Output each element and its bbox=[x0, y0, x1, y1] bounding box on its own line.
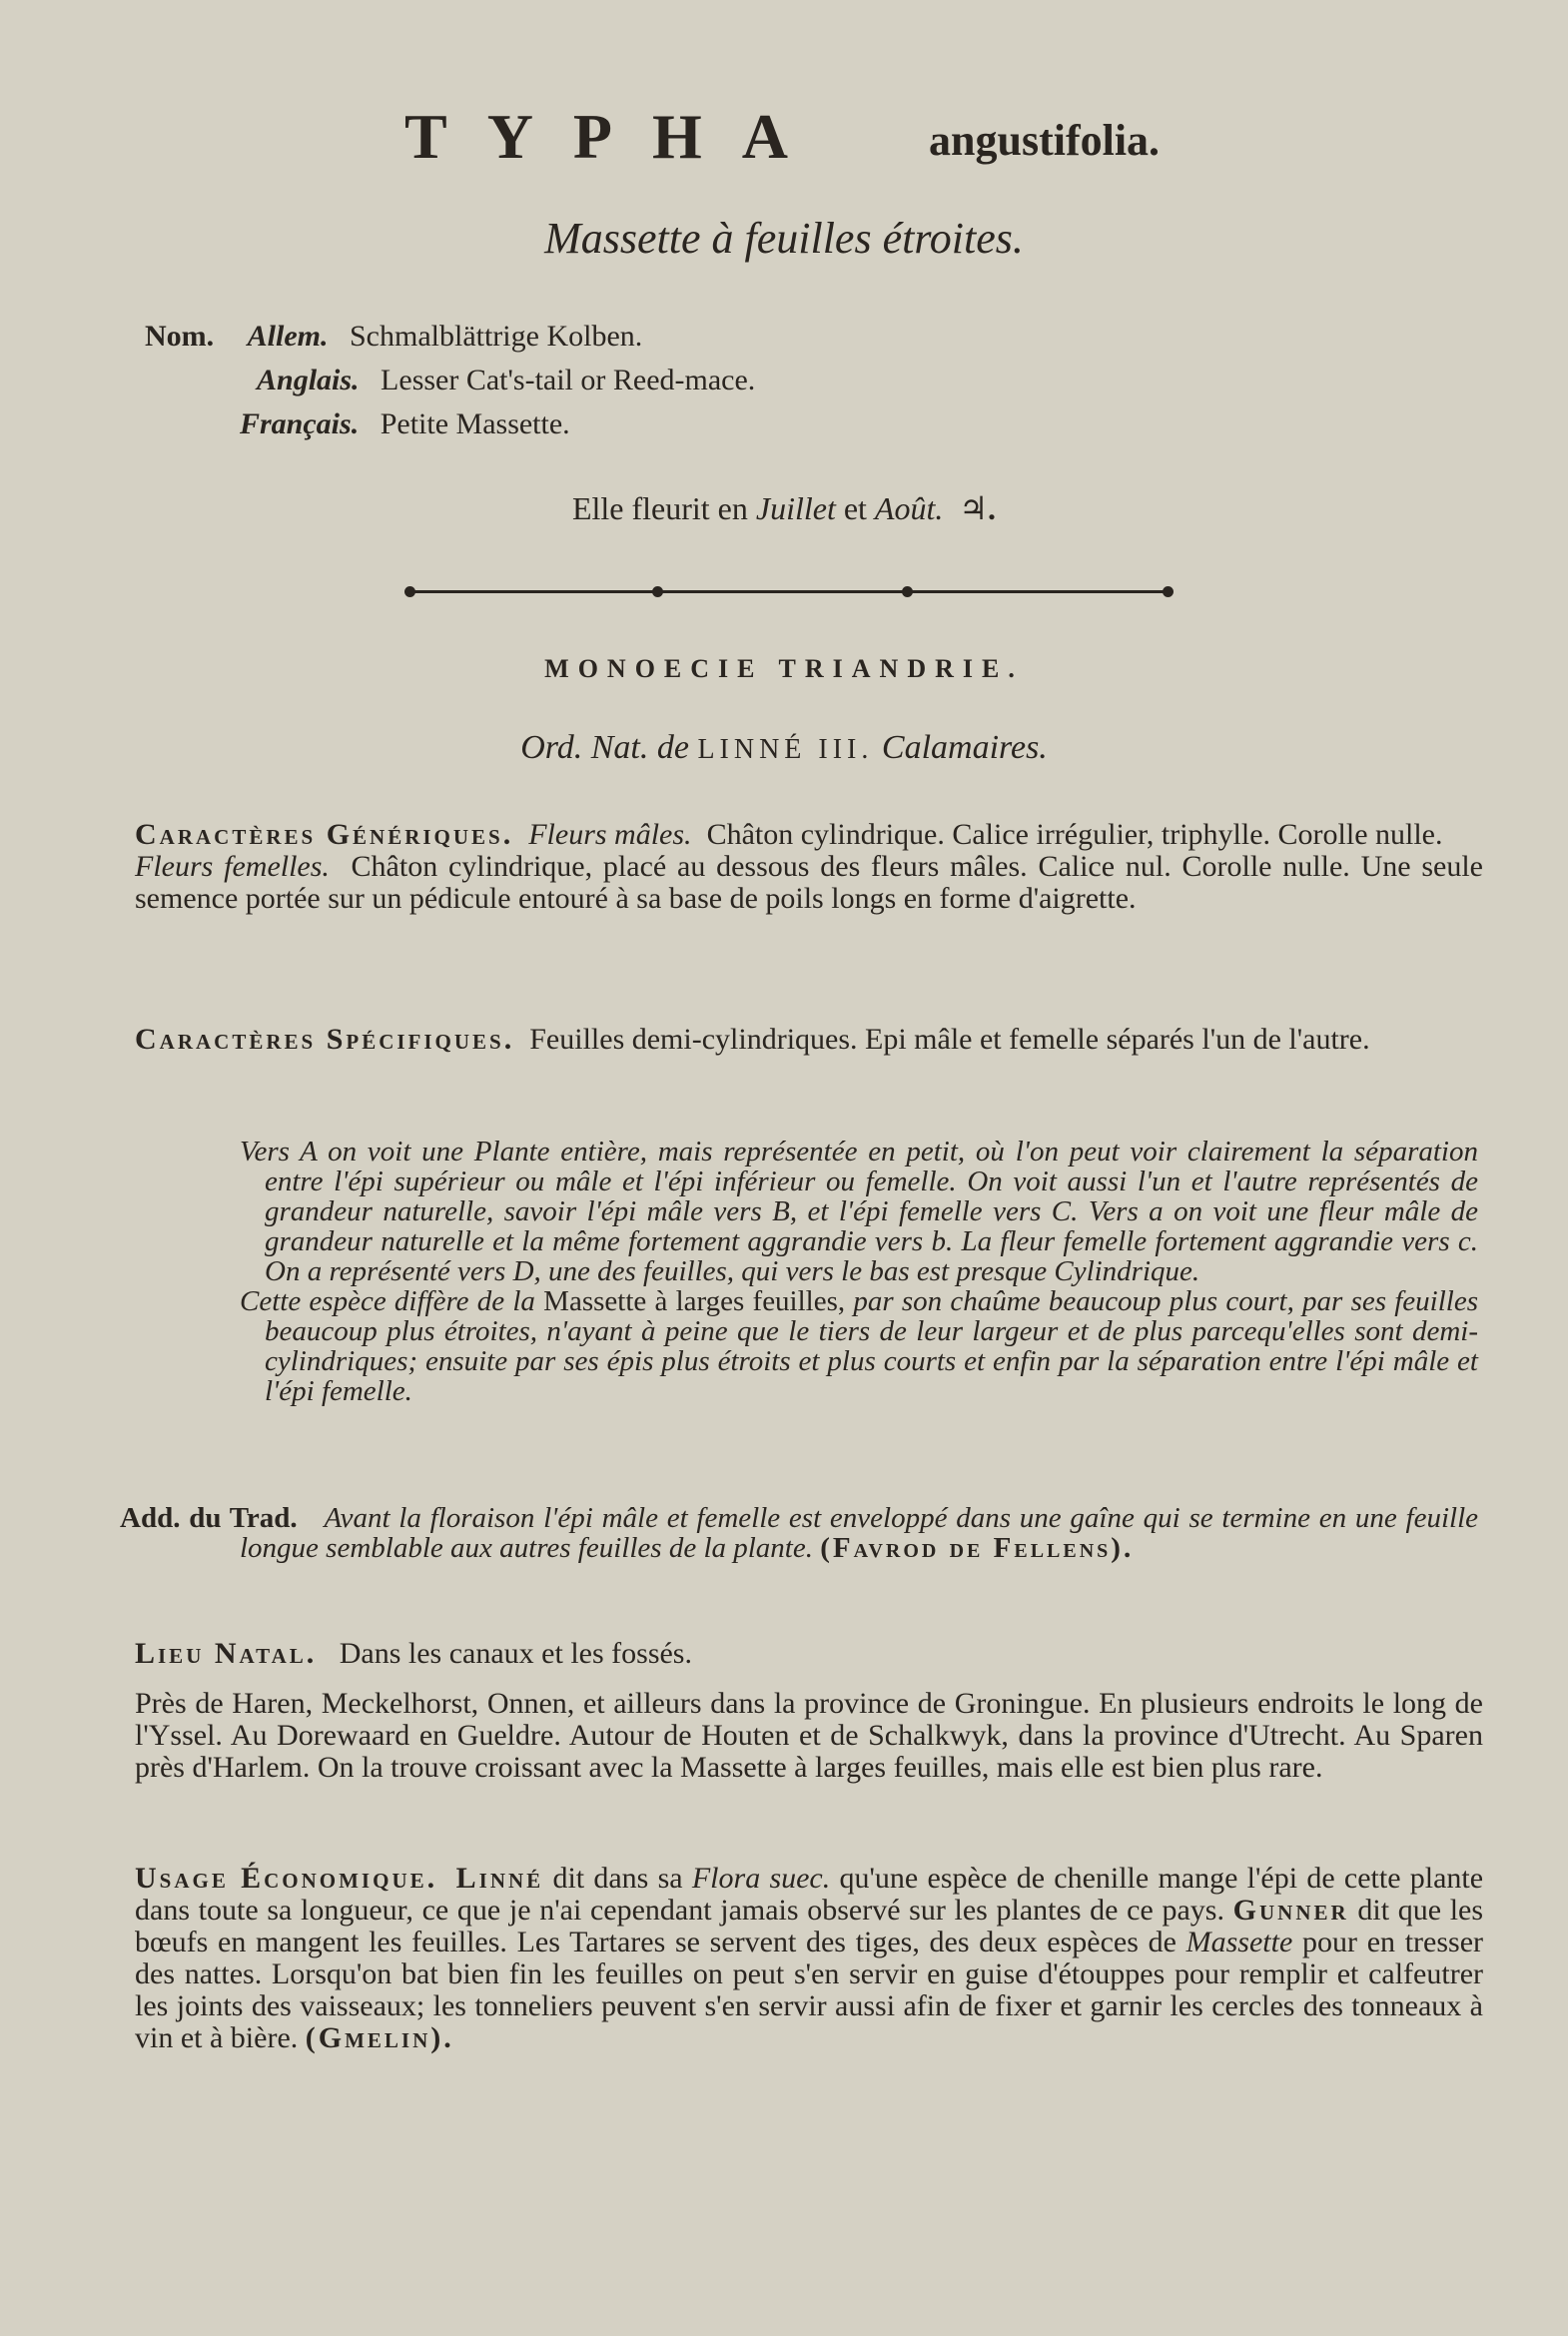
divider-dot bbox=[652, 586, 663, 597]
translator-addition bbox=[120, 1503, 1478, 1563]
lang-label: Français. bbox=[240, 407, 360, 440]
linne-ref: LINNÉ III. bbox=[697, 734, 874, 765]
common-names bbox=[145, 315, 755, 446]
specific-para bbox=[85, 1024, 1483, 1056]
figure-para-1: Vers A on voit une Plante entière, mais représentée en petit, où l'on peut voir clairement la séparation entre l'épi supérieur ou mâle et l'épi inférieur ou femelle. On voit aussi l'un et l'autre représentés de grandeur naturelle, savoir l'épi mâle vers B, et l'épi femelle vers C. Vers a on voit une fleur mâle de grandeur naturelle et la même fortement aggrandie vers b. La fleur femelle fortement aggrandie vers c. On a représenté vers D, une des feuilles, qui vers le bas est presque Cylindrique. bbox=[240, 1136, 1478, 1287]
name-row-english bbox=[145, 359, 755, 402]
female-text: Châton cylindrique, placé au dessous des fleurs mâles. Calice nul. Corolle nulle. Une seule semence portée sur un pédicule entouré à sa base de poils longs en forme d'aigrette. bbox=[135, 850, 1484, 915]
section-heading: Caractères Spécifiques. bbox=[135, 1023, 515, 1056]
habitat-heading-line bbox=[85, 1638, 1483, 1670]
addition-author: (Favrod de Fellens). bbox=[820, 1532, 1135, 1564]
flowering-month2: Août. bbox=[874, 490, 944, 526]
french-name: Massette à feuilles étroites. bbox=[544, 214, 1024, 263]
specific-characters bbox=[85, 1024, 1483, 1056]
generic-female-para bbox=[85, 851, 1483, 915]
ornamental-divider bbox=[404, 584, 1174, 600]
usage-text-4: pour en tresser des nattes. Lorsqu'on bat bien fin les feuilles on peut s'en servir en guise d'étouppes pour remplir et calfeutrer les joints des vaisseaux; les tonneliers peuvent s'en servir aussi afin de fixer et garnir les cercles des tonneaux à vin et à bière. bbox=[135, 1926, 1484, 2054]
massette-ref: Massette bbox=[1185, 1926, 1293, 1958]
name-row-french bbox=[145, 402, 755, 446]
section-heading: Usage Économique. bbox=[135, 1862, 438, 1895]
divider-dot bbox=[1163, 586, 1174, 597]
names-label: Nom. bbox=[145, 320, 215, 353]
comparison-species: Massette à larges feuilles, bbox=[543, 1285, 846, 1317]
name-value: Petite Massette. bbox=[380, 407, 570, 440]
generic-characters bbox=[85, 819, 1483, 915]
figure-explanation bbox=[240, 1137, 1478, 1406]
comparison-text-b: par son chaûme beaucoup plus court, par ses feuilles beaucoup plus étroites, n'ayant à peine que le tiers de leur largeur et de plus parcequ'elles sont demi-cylindriques; ensuite par ses épis plus étroits et plus courts et enfin par la séparation entre l'épi mâle et l'épi femelle. bbox=[265, 1285, 1478, 1407]
natural-order bbox=[0, 729, 1568, 767]
addition-para bbox=[120, 1503, 1478, 1563]
usage-text-1: dit dans sa bbox=[552, 1862, 683, 1895]
addition-label: Add. du Trad. bbox=[120, 1502, 298, 1534]
flowering-conj: et bbox=[843, 490, 867, 526]
divider-dot bbox=[902, 586, 913, 597]
habitat-text: Près de Haren, Meckelhorst, Onnen, et ailleurs dans la province de Groningue. En plusieurs endroits le long de l'Yssel. Au Dorewaard en Gueldre. Autour de Houten et de Schalkwyk, dans la province d'Utrecht. Au Sparen près d'Harlem. On la trouve croissant avec la Massette à larges feuilles, mais elle est bien plus rare. bbox=[135, 1687, 1483, 1784]
family-name: Calamaires. bbox=[881, 729, 1048, 766]
addition-text: Avant la floraison l'épi mâle et femelle est enveloppé dans une gaîne qui se termine en une feuille longue semblable aux autres feuilles de la plante. bbox=[240, 1502, 1479, 1564]
name-value: Schmalblättrige Kolben. bbox=[350, 320, 643, 353]
flowering-time bbox=[0, 489, 1568, 527]
divider-line bbox=[410, 590, 1168, 593]
habitat-intro: Dans les canaux et les fossés. bbox=[339, 1637, 692, 1670]
ord-label: Ord. Nat. de bbox=[520, 729, 689, 766]
usage-section bbox=[85, 1863, 1483, 2054]
male-label: Fleurs mâles. bbox=[528, 818, 692, 851]
figure-para-2 bbox=[240, 1286, 1478, 1406]
name-value: Lesser Cat's-tail or Reed-mace. bbox=[381, 364, 756, 396]
female-label: Fleurs femelles. bbox=[135, 850, 330, 883]
flowering-month1: Juillet bbox=[755, 490, 836, 526]
usage-para bbox=[85, 1863, 1483, 2054]
usage-text-2: qu'une espèce de chenille mange l'épi de cette plante dans toute sa longueur, ce que je n'ai cependant jamais observé sur les plantes de ce pays. bbox=[135, 1862, 1484, 1927]
generic-male-para bbox=[85, 819, 1483, 851]
author-linne: Linné bbox=[455, 1862, 544, 1895]
section-heading: Lieu Natal. bbox=[135, 1637, 318, 1670]
title-genus: TYPHA bbox=[404, 101, 828, 172]
divider-dot bbox=[404, 586, 415, 597]
title-species: angustifolia. bbox=[929, 116, 1161, 165]
comparison-text-a: Cette espèce diffère de la bbox=[240, 1285, 535, 1317]
linnaean-class: MONOECIE TRIANDRIE. bbox=[544, 654, 1024, 683]
name-row-german bbox=[145, 315, 755, 359]
usage-text-3: dit que les bœufs en mangent les feuilles. Les Tartares se servent des tiges, des deux espèces de bbox=[135, 1894, 1484, 1958]
flora-ref: Flora suec. bbox=[691, 1862, 831, 1895]
habitat-section bbox=[85, 1638, 1483, 1784]
perennial-symbol: ♃. bbox=[959, 490, 997, 526]
flowering-pre: Elle fleurit en bbox=[571, 490, 748, 526]
author-gmelin: (Gmelin). bbox=[305, 2021, 454, 2054]
lang-label: Anglais. bbox=[257, 364, 360, 396]
male-text: Châton cylindrique. Calice irrégulier, triphylle. Corolle nulle. bbox=[706, 818, 1443, 851]
author-gunner: Gunner bbox=[1232, 1894, 1349, 1927]
section-heading: Caractères Génériques. bbox=[135, 818, 514, 851]
specific-text: Feuilles demi-cylindriques. Epi mâle et femelle séparés l'un de l'autre. bbox=[529, 1023, 1370, 1056]
lang-label: Allem. bbox=[247, 320, 329, 353]
